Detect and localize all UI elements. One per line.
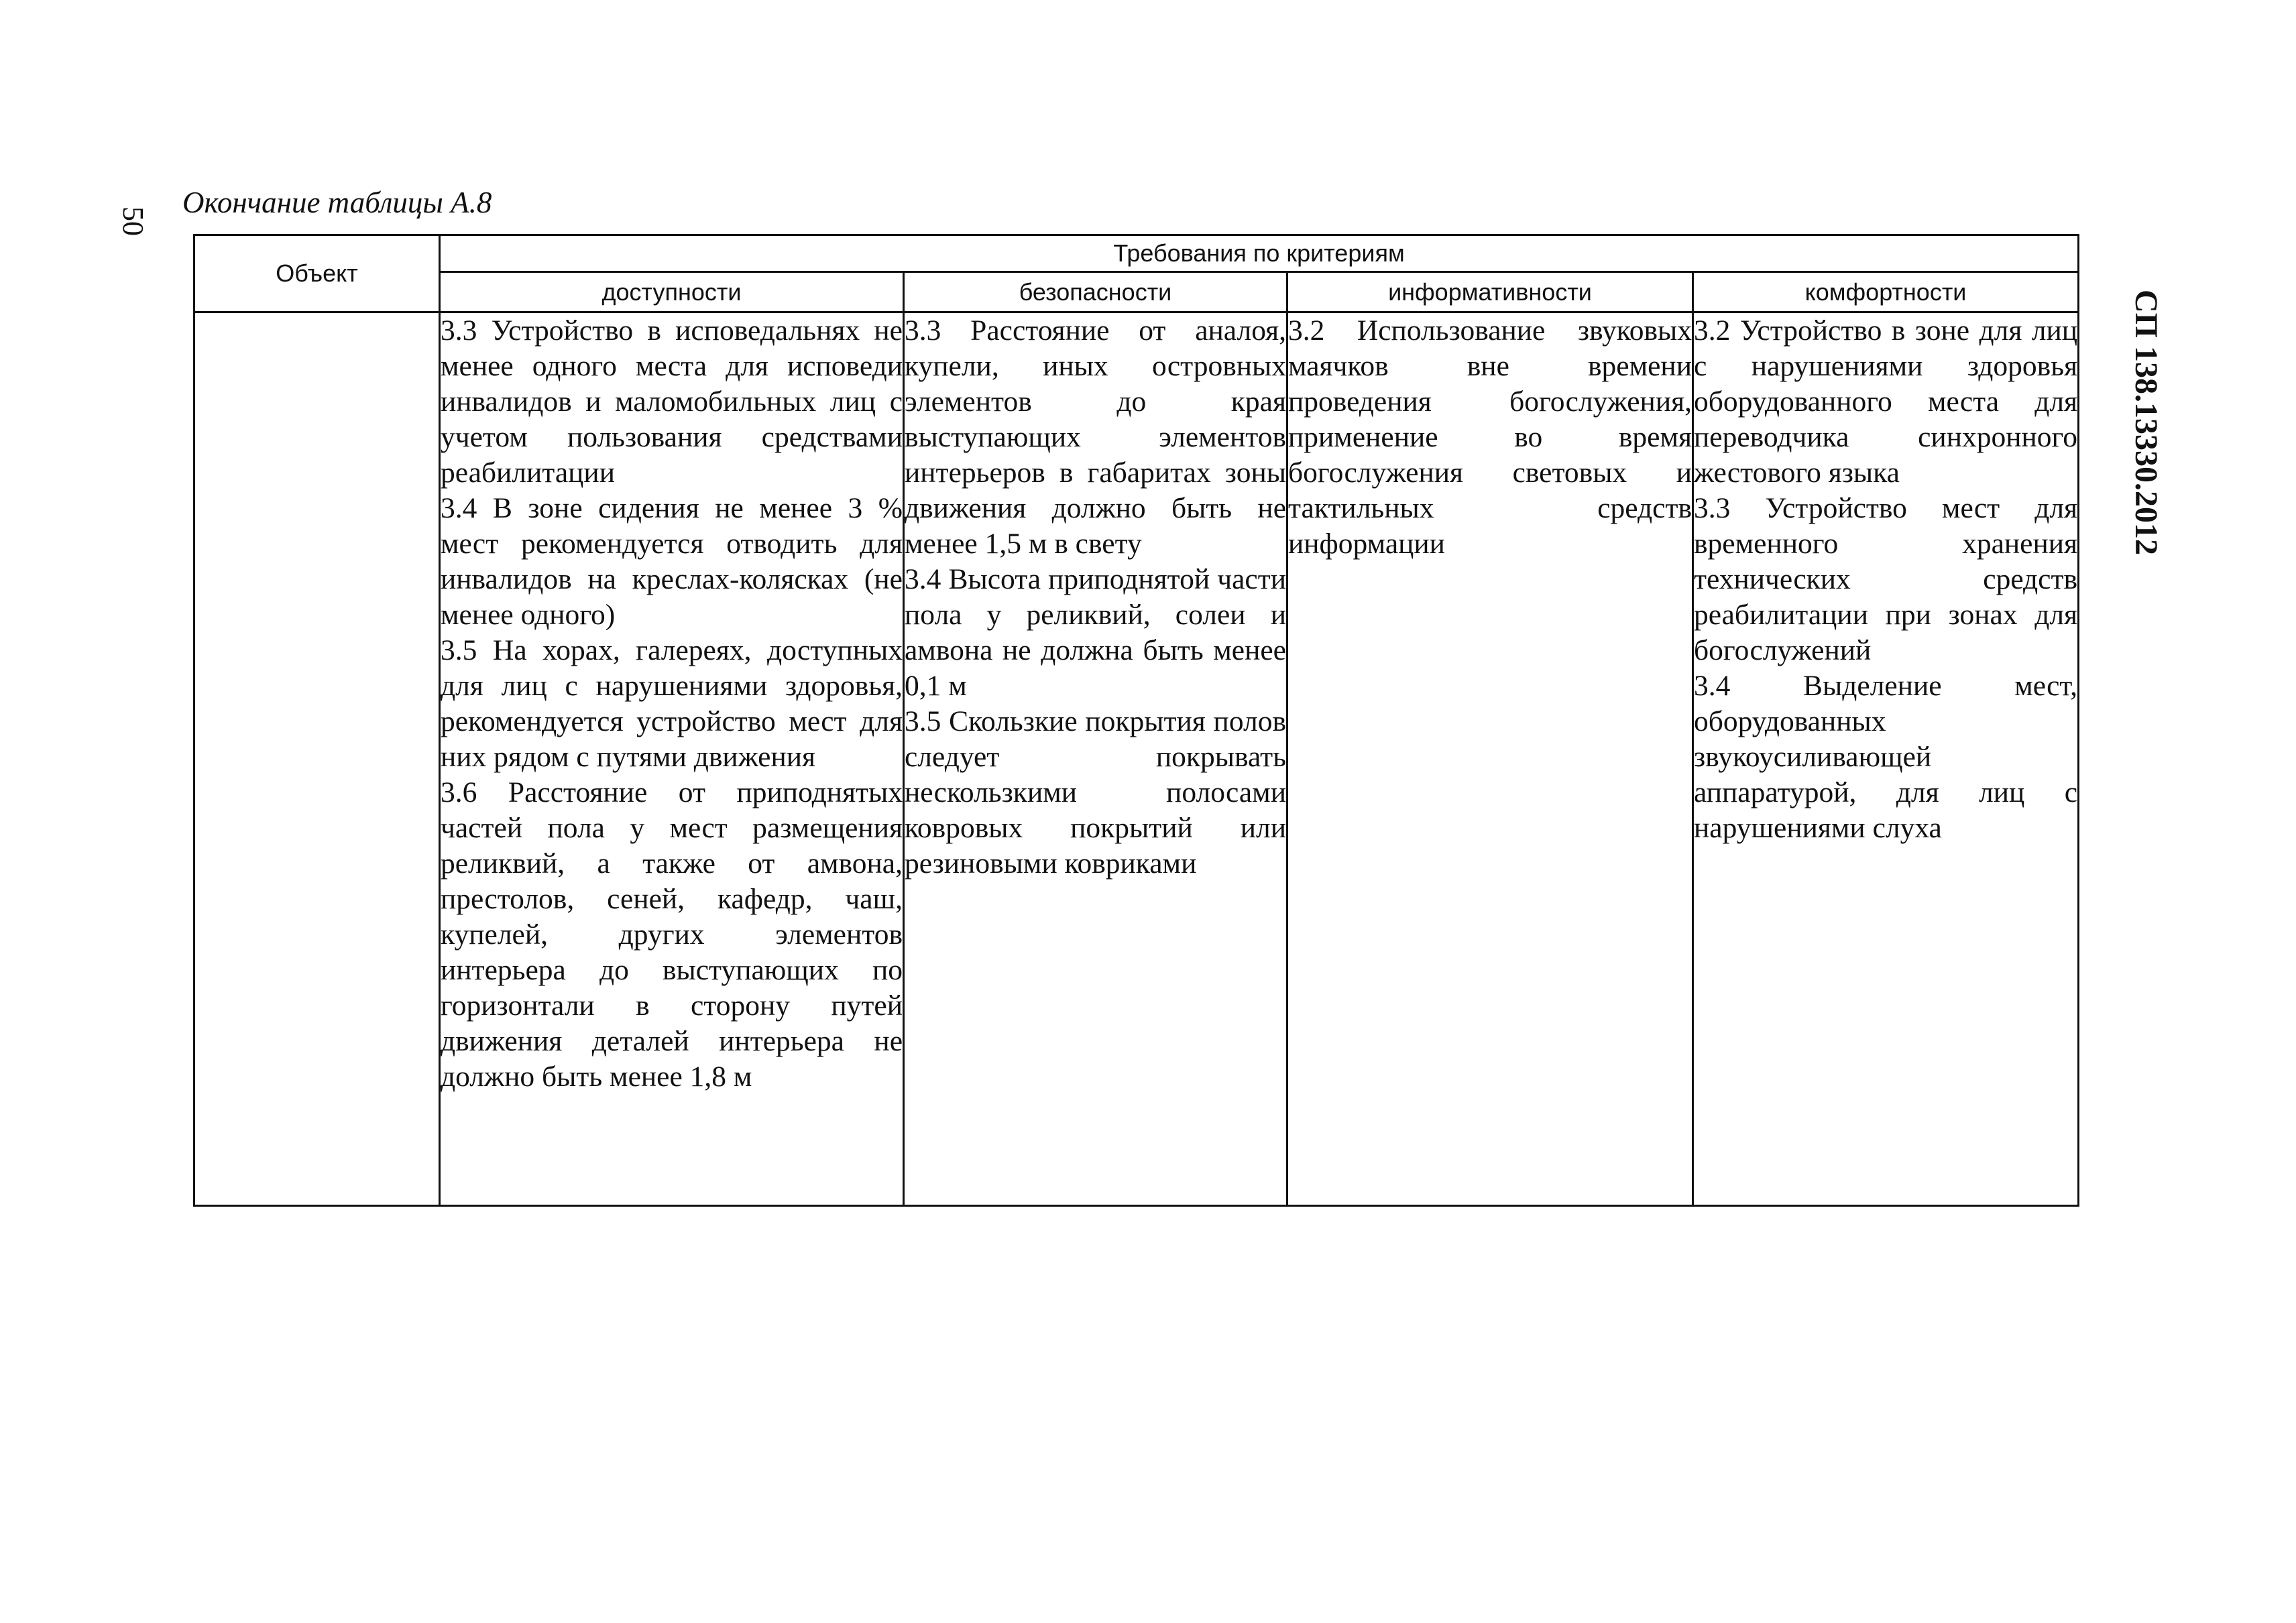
list-item: 3.5 Скользкие покрытия полов следует покрывать нескользкими полосами ковровых покрытий или резиновыми ковриками: [905, 705, 1286, 880]
header-safety: безопасности: [904, 272, 1287, 312]
cell-accessibility: [440, 312, 904, 1206]
header-comfort: комфортности: [1693, 272, 2079, 312]
list-item: 3.2 Использование звуковых маячков вне времени проведения богослужения, применение во время богослужения световых и тактильных средств информации: [1288, 314, 1692, 560]
list-item: 3.4 В зоне сидения не менее 3 % мест рекомендуется отводить для инвалидов на креслах-колясках (не менее одного): [441, 492, 903, 631]
list-item: 3.4 Выделение мест, оборудованных звукоусиливающей аппаратурой, для лиц с нарушениями слуха: [1694, 670, 2078, 844]
table-caption: Окончание таблицы А.8: [182, 186, 492, 219]
requirements-table: [193, 234, 2079, 1207]
document-code: СП 138.13330.2012: [2128, 290, 2164, 555]
list-item: 3.4 Высота приподнятой части пола у реликвий, солеи и амвона не должна быть менее 0,1 м: [905, 563, 1286, 702]
header-accessibility: доступности: [440, 272, 904, 312]
header-object: Объект: [194, 235, 440, 312]
list-item: 3.2 Устройство в зоне для лиц с нарушениями здоровья оборудованного места для переводчика синхронного жестового языка: [1694, 314, 2078, 489]
page-number: 50: [117, 206, 150, 236]
header-row-group: [194, 235, 2079, 272]
header-row-criteria: [194, 272, 2079, 312]
cell-informativeness: [1287, 312, 1693, 1206]
list-item: 3.5 На хорах, галереях, доступных для лиц с нарушениями здоровья, рекомендуется устройство мест для них рядом с путями движения: [441, 634, 903, 773]
list-item: 3.6 Расстояние от приподнятых частей пола у мест размещения реликвий, а также от амвона, престолов, сеней, кафедр, чаш, купелей, других элементов интерьера до выступающих по горизонтали в сторону путей движения деталей интерьера не должно быть менее 1,8 м: [441, 776, 903, 1093]
table-row: [194, 312, 2079, 1206]
cell-object: [194, 312, 440, 1206]
header-group: Требования по критериям: [440, 235, 2079, 272]
list-item: 3.3 Устройство в исповедальнях не менее одного места для исповеди инвалидов и маломобильных лиц с учетом пользования средствами реабилитации: [441, 314, 903, 489]
list-item: 3.3 Устройство мест для временного хранения технических средств реабилитации при зонах для богослужений: [1694, 492, 2078, 666]
list-item: 3.3 Расстояние от аналоя, купели, иных островных элементов до края выступающих элементов интерьеров в габаритах зоны движения должно быть не менее 1,5 м в свету: [905, 314, 1286, 560]
cell-comfort: [1693, 312, 2079, 1206]
cell-safety: [904, 312, 1287, 1206]
header-informativeness: информативности: [1287, 272, 1693, 312]
